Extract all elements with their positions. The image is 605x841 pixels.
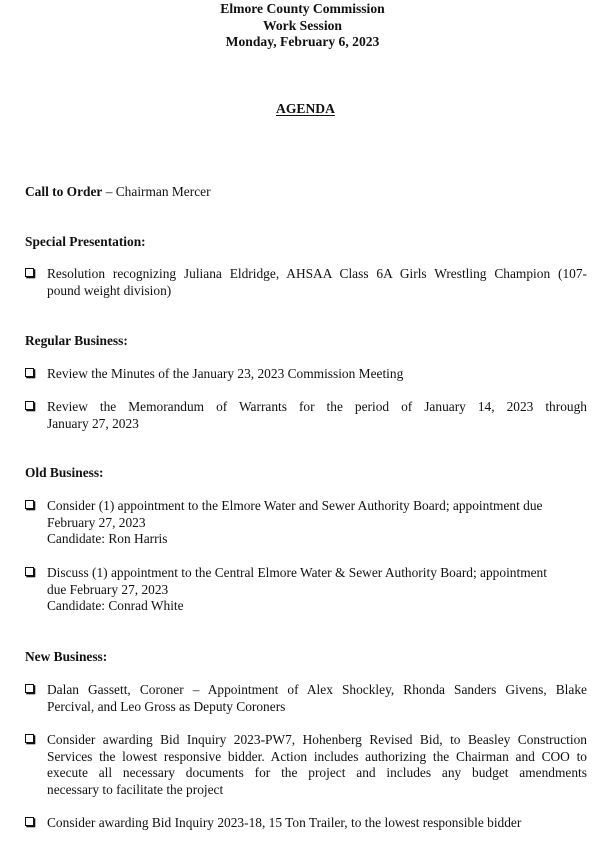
agenda-title: AGENDA [276,101,335,116]
item-line: Review the Memorandum of Warrants for the period of January 14, 2023 through [47,399,587,414]
agenda-item-text [47,498,587,548]
checkbox-icon[interactable] [25,268,34,277]
agenda-item-text [47,366,587,383]
agenda-item [25,266,587,299]
checkbox-icon[interactable] [25,567,34,576]
item-line: Services the lowest responsive bidder. Action includes authorizing the Chairman and COO to [47,748,587,764]
section-heading-special-presentation: Special Presentation: [25,234,146,249]
candidate-line: Candidate: Conrad White [47,598,184,614]
item-line: February 27, 2023 [47,514,146,530]
call-to-order-separator: – [102,184,116,199]
item-line: Consider awarding Bid Inquiry 2023-PW7, Hohenberg Revised Bid, to Beasley Construction [47,732,587,747]
organization-name: Elmore County Commission [220,1,385,16]
item-line: Percival, and Leo Gross as Deputy Coroners [47,698,286,714]
item-line: Consider awarding Bid Inquiry 2023-18, 15 Ton Trailer, to the lowest responsible bidder [47,815,522,830]
item-line: Review the Minutes of the January 23, 2023 Commission Meeting [47,366,404,381]
checkbox-icon[interactable] [25,500,34,509]
item-line: necessary to facilitate the project [47,781,224,797]
checkbox-icon[interactable] [25,734,34,743]
agenda-item-text [47,399,587,432]
agenda-item [25,815,587,832]
call-to-order [25,184,211,201]
section-heading-regular-business: Regular Business: [25,333,128,348]
section-heading-new-business: New Business: [25,649,108,664]
session-type: Work Session [263,17,342,33]
item-line: due February 27, 2023 [47,581,169,597]
call-to-order-presider: Chairman Mercer [115,184,211,199]
item-line: January 27, 2023 [47,415,139,431]
checkbox-icon[interactable] [25,401,34,410]
agenda-item-text [47,565,587,615]
call-to-order-label: Call to Order [25,184,103,199]
section-heading-old-business: Old Business: [25,465,104,480]
document-header [0,1,605,51]
checkbox-icon[interactable] [25,817,34,826]
agenda-item-text [47,732,587,798]
item-line: Consider (1) appointment to the Elmore Water and Sewer Authority Board; appointment due [47,498,543,513]
meeting-date: Monday, February 6, 2023 [225,34,380,50]
item-line: Resolution recognizing Juliana Eldridge, AHSAA Class 6A Girls Wrestling Champion (107- [47,266,587,281]
agenda-item [25,498,587,548]
item-line: pound weight division) [47,282,172,298]
item-line: Discuss (1) appointment to the Central Elmore Water & Sewer Authority Board; appointment [47,565,547,580]
agenda-item [25,399,587,432]
checkbox-icon[interactable] [25,368,34,377]
agenda-item [25,682,587,715]
item-line: Dalan Gassett, Coroner – Appointment of Alex Shockley, Rhonda Sanders Givens, Blake [47,682,587,697]
agenda-item [25,732,587,798]
item-line: execute all necessary documents for the project and includes any budget amendments [47,765,587,781]
agenda-item [25,565,587,615]
checkbox-icon[interactable] [25,684,34,693]
agenda-item-text [47,682,587,715]
agenda-item [25,366,587,383]
agenda-item-text [47,266,587,299]
candidate-line: Candidate: Ron Harris [47,531,168,547]
agenda-item-text [47,815,587,832]
